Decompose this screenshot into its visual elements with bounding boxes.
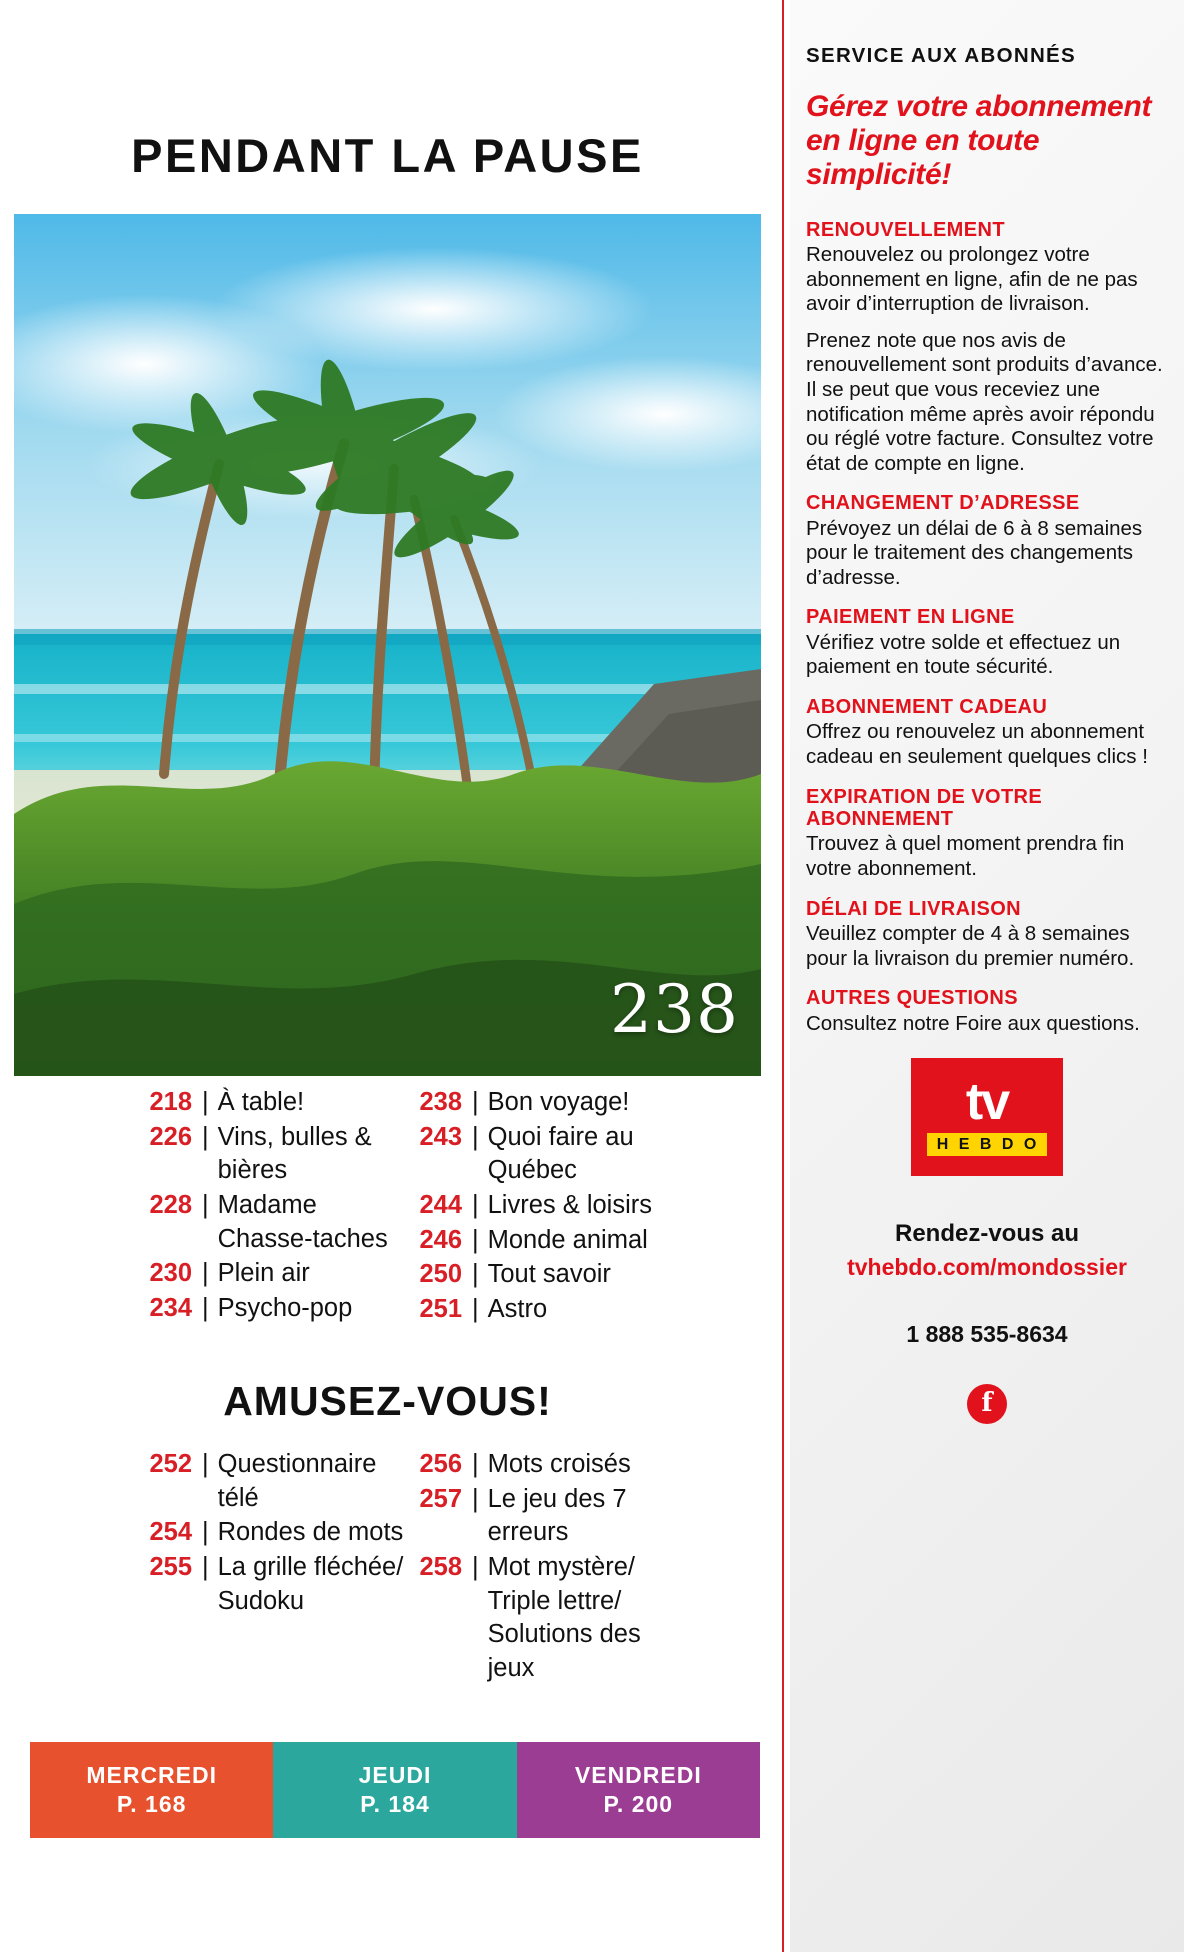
toc-entry[interactable] [410,1189,680,1223]
photo-page-number: 238 [610,971,739,1048]
service-section-paragraph: Trouvez à quel moment prendra fin votre abonnement. [806,832,1125,880]
toc-entry-separator: | [202,1190,209,1219]
toc-entry-separator: | [472,1088,479,1116]
toc-entry-separator: | [472,1450,479,1478]
toc-entry-label: Mot mystère/ Triple lettre/ Solutions des jeux [487,1552,641,1682]
column-divider [782,0,784,1952]
service-section-paragraph: Vérifiez votre solde et effectuez un paiement en toute sécurité. [806,630,1121,679]
service-section-paragraph: Prenez note que nos avis de renouvellement sont produits d’avance. Il se peut que vous receviez une notification même après avoir répondu ou réglé votre facture. Consultez votre état de compte en ligne. [806,328,1163,475]
toc-column-right [410,1448,680,1687]
toc-entry-label: Quoi faire au Québec [487,1122,634,1185]
service-section-title: ABONNEMENT CADEAU [806,696,1048,719]
service-section [806,606,1168,680]
toc-entry-separator: | [202,1122,209,1151]
toc-entry-page: 234 [149,1293,192,1322]
day-tab-mercredi[interactable] [30,1742,273,1838]
toc-entry-page: 251 [419,1294,462,1323]
section-title-amusez-vous: AMUSEZ-VOUS! [223,1378,552,1424]
phone-number[interactable]: 1 888 535-8634 [906,1321,1068,1348]
toc-entry-label: Astro [487,1294,548,1323]
toc-entry-page: 246 [419,1225,462,1254]
toc-entry-label: La grille fléchée/ Sudoku [217,1552,404,1615]
toc-list-pendant-la-pause [0,1086,775,1328]
toc-entry-label: Bon voyage! [487,1088,630,1116]
day-tab-page: P. 168 [116,1791,187,1817]
facebook-icon[interactable]: f [967,1384,1007,1424]
toc-entry-page: 226 [149,1122,192,1151]
toc-entry-page: 257 [419,1484,462,1513]
toc-entry[interactable] [410,1086,680,1120]
toc-entry-label: Madame Chasse-taches [217,1190,388,1253]
toc-list-amusez-vous [0,1448,775,1687]
logo-tv-text: tv [965,1072,1009,1131]
toc-entry-page: 218 [149,1088,192,1116]
service-section-title: AUTRES QUESTIONS [806,987,1018,1010]
toc-entry[interactable] [410,1551,680,1686]
toc-entry-separator: | [472,1294,479,1323]
toc-entry[interactable] [410,1483,680,1550]
toc-entry-page: 244 [419,1190,462,1219]
website-url[interactable]: tvhebdo.com/mondossier [847,1254,1127,1281]
toc-entry-page: 243 [419,1122,462,1151]
toc-entry[interactable] [140,1551,410,1618]
beach-illustration [14,214,761,1076]
service-section [806,987,1168,1036]
day-tab-vendredi[interactable] [517,1742,760,1838]
toc-entry-separator: | [472,1122,479,1151]
toc-entry[interactable] [410,1121,680,1188]
toc-entry[interactable] [140,1257,410,1291]
toc-column-right [410,1086,680,1328]
toc-entry-separator: | [202,1450,209,1478]
toc-entry-separator: | [202,1293,209,1322]
service-section-paragraph: Offrez ou renouvelez un abonnement cadeau en seulement quelques clics ! [806,720,1148,769]
toc-entry-label: Tout savoir [487,1260,611,1289]
toc-entry-page: 228 [149,1190,192,1219]
toc-entry-separator: | [202,1552,209,1581]
toc-entry[interactable] [140,1516,410,1550]
toc-entry-label: Mots croisés [487,1450,631,1478]
tv-hebdo-logo [806,1058,1168,1176]
toc-entry-page: 256 [419,1450,462,1478]
social-links [806,1384,1168,1424]
toc-entry-separator: | [202,1518,209,1547]
day-tab-jeudi[interactable] [273,1742,516,1838]
toc-entry-page: 255 [149,1552,192,1581]
toc-entry[interactable] [140,1448,410,1515]
panel-headline: Gérez votre abonnement en ligne en toute simplicité! [806,90,1152,192]
service-section [806,696,1168,770]
toc-entry[interactable] [140,1121,410,1188]
service-section [806,492,1168,590]
service-section [806,219,1168,477]
toc-entry-separator: | [472,1484,479,1513]
toc-entry[interactable] [140,1189,410,1256]
toc-entry-label: Psycho-pop [217,1293,353,1322]
toc-entry-label: Le jeu des 7 erreurs [487,1484,627,1547]
toc-entry[interactable] [140,1292,410,1326]
toc-entry[interactable] [140,1086,410,1120]
toc-entry-label: Questionnaire télé [217,1450,377,1512]
toc-entry-label: Livres & loisirs [487,1190,652,1219]
day-navigation-bar [30,1742,760,1838]
toc-entry-separator: | [472,1225,479,1254]
toc-entry-page: 250 [419,1260,462,1289]
toc-entry[interactable] [410,1293,680,1327]
toc-entry-page: 258 [419,1552,462,1581]
toc-entry[interactable] [410,1224,680,1258]
service-section-paragraph: Veuillez compter de 4 à 8 semaines pour la livraison du premier numéro. [806,921,1135,970]
service-section-title: RENOUVELLEMENT [806,218,1005,241]
toc-entry-separator: | [472,1260,479,1289]
panel-kicker: SERVICE AUX ABONNÉS [806,44,1076,67]
toc-entry-label: À table! [217,1088,305,1116]
logo-hebdo-text: H E B D O [927,1133,1048,1156]
toc-entry-separator: | [202,1259,209,1288]
toc-entry-label: Rondes de mots [217,1518,404,1547]
toc-entry-page: 238 [419,1088,462,1116]
service-section-title: DÉLAI DE LIVRAISON [806,897,1021,920]
toc-entry-separator: | [472,1190,479,1219]
toc-entry-page: 254 [149,1518,192,1547]
toc-entry-separator: | [472,1552,479,1581]
service-section-paragraph: Consultez notre Foire aux questions. [806,1011,1140,1035]
page-title: PENDANT LA PAUSE [131,129,644,182]
subscriber-service-panel [790,0,1184,1952]
day-tab-page: P. 200 [603,1791,674,1817]
toc-entry-separator: | [202,1088,209,1116]
service-section-paragraph: Renouvelez ou prolongez votre abonnement en ligne, afin de ne pas avoir d’interruption de livraison. [806,242,1138,316]
toc-column-left [140,1448,410,1687]
panel-sections [806,219,1168,1037]
toc-entry-page: 252 [149,1450,192,1478]
day-tab-name: JEUDI [358,1762,432,1789]
service-section-title: EXPIRATION DE VOTRE ABONNEMENT [806,785,1043,831]
toc-entry-label: Monde animal [487,1225,648,1254]
toc-entry-page: 230 [149,1259,192,1288]
day-tab-name: VENDREDI [574,1762,702,1789]
toc-entry[interactable] [410,1258,680,1292]
service-section-paragraph: Prévoyez un délai de 6 à 8 semaines pour le traitement des changements d’adresse. [806,516,1143,589]
toc-column-left [140,1086,410,1328]
service-section [806,786,1168,882]
toc-entry-label: Plein air [217,1259,310,1288]
cta-text: Rendez-vous au [894,1220,1080,1248]
hero-photo [14,214,761,1076]
service-section [806,898,1168,972]
service-section-title: CHANGEMENT D’ADRESSE [806,492,1080,515]
toc-entry-label: Vins, bulles & bières [217,1122,372,1185]
toc-entry[interactable] [410,1448,680,1482]
day-tab-name: MERCREDI [86,1762,217,1789]
day-tab-page: P. 184 [360,1791,430,1817]
service-section-title: PAIEMENT EN LIGNE [806,606,1015,629]
